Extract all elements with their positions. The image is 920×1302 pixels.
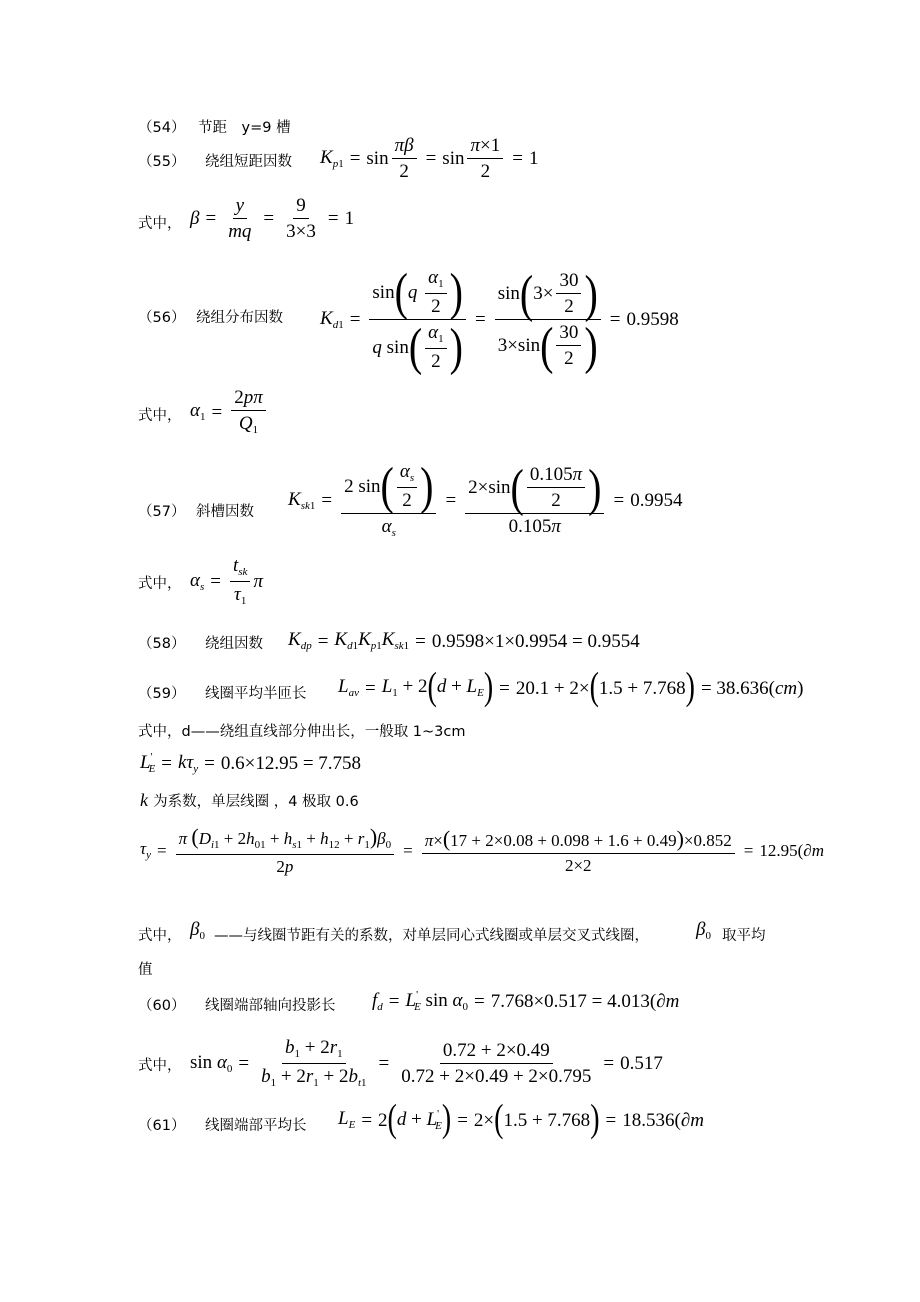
formula-ksk1: $K_{sk1}$ = 2 sin ( $\frac{\alpha_s}{2}$ ) $\alpha_s$ = 2×sin ( $\frac{0.105\pi}{2}$ ) 0.105π = 0.9954 xyxy=(288,456,683,539)
formula-alpha1: $\alpha_1$ = $\frac{2p\pi}{Q_1}$ xyxy=(190,388,269,436)
where-d-note: 式中，d——绕组直线部分伸出长，一般取 1~3cm xyxy=(138,724,466,740)
item-55-num: （55） xyxy=(138,154,186,170)
item-56-text: 绕组分布因数 xyxy=(196,310,283,326)
k-note-text: 为系数，单层线圈 ，4 极取 0.6 xyxy=(153,794,359,810)
tau-den: 2×2 xyxy=(564,855,592,875)
item-54-num: （54） xyxy=(138,120,186,136)
where-beta-label: 式中， xyxy=(138,216,182,232)
item-61-num: （61） xyxy=(138,1118,186,1134)
formula-tau: $\tau_y$ = $\frac{\pi (D_{i1} + 2h_{01} + h_{s1} + h_{12} + r_1)\beta_0}{2p}$ = $\frac{\pi\times(17 + 2\times 0.08 + 0.098 + 1.6 + 0.49)\times 0.852}{2\times 2}$ = 12.95( ∂m xyxy=(140,824,824,876)
ksk1-result: 0.9954 xyxy=(630,490,683,511)
k-note: k 为系数，单层线圈 ，4 极取 0.6 xyxy=(140,790,359,810)
lav-inner: 1.5 + 7.768 xyxy=(598,677,686,699)
sin-a0-result: 0.517 xyxy=(620,1053,663,1074)
fd-expr: 7.768×0.517 = 4.013( xyxy=(490,991,657,1012)
where-beta0-label: 式中， xyxy=(138,928,182,944)
formula-kdp: $K_{dp}$ = $K_{d1}K_{p1}K_{sk1}$ = 0.9598×1×0.9954 = 0.9554 xyxy=(288,629,640,652)
tau-num-tail: ×0.852 xyxy=(683,830,732,850)
item-59-text: 线圈平均半匝长 xyxy=(205,686,307,702)
item-58-num: （58） xyxy=(138,636,186,652)
beta0-symbol: $\beta_0$ xyxy=(190,919,205,942)
where-beta0-cont: 值 xyxy=(138,962,153,978)
item-57-text: 斜槽因数 xyxy=(196,504,254,520)
formula-alphas: $\alpha_s$ = $\frac{t_{sk}}{\tau_1}$ π xyxy=(190,555,263,607)
tau-result: 12.95( xyxy=(759,841,804,860)
kdp-expr: 0.9598×1×0.9954 = 0.9554 xyxy=(431,630,640,652)
item-61-text: 线圈端部平均长 xyxy=(205,1118,307,1134)
item-56-num: （56） xyxy=(138,310,186,326)
formula-fd: $f_d$ = $L'_E$ $\sin \alpha_0$ = 7.768×0.517 = 4.013( ∂m xyxy=(372,989,680,1013)
formula-kd1: $K_{d1}$ = sin ( q $\frac{\alpha_1}{2}$ ) q sin ( $\frac{\alpha_1}{2}$ ) = sin ( 3× $\frac{30}{2}$ ) 3×sin ( $\frac{30}{2}$ ) = 0.9598 xyxy=(320,262,679,376)
beta-num: 9 xyxy=(293,196,309,219)
formula-sin-alpha0: $\sin \alpha_0$ = $\frac{b_1 + 2r_1}{b_1 + 2r_1 + 2b_{t1}}$ = $\frac{0.72 + 2\times 0.49}{0.72 + 2\times 0.49 + 2\times 0.795}$ = 0.517 xyxy=(190,1037,663,1089)
item-60-num: （60） xyxy=(138,998,186,1014)
le2-inner: 1.5 + 7.768 xyxy=(503,1109,591,1131)
sin-a0-den: 0.72 + 2×0.49 + 2×0.795 xyxy=(401,1066,592,1087)
formula-lav: $L_{av}$ = $L_1 + 2$ ( $d + L_E$ ) = 20.1 + 2× ( 1.5 + 7.768 ) = 38.636( cm) xyxy=(338,665,804,709)
formula-beta: β = $\frac{y}{mq}$ = $\frac{9}{3\times 3}$ = 1 xyxy=(190,195,355,242)
item-59-num: （59） xyxy=(138,686,186,702)
le-expr: 0.6×12.95 = 7.758 xyxy=(220,753,362,774)
beta0-symbol-2: $\beta_0$ xyxy=(696,919,711,942)
le2-result: 18.536( xyxy=(622,1109,681,1131)
kd1-result: 0.9598 xyxy=(626,309,679,330)
formula-le2: $L_E$ = 2 ( $d + L'_E$ ) = 2× ( 1.5 + 7.768 ) = 18.536( ∂m xyxy=(338,1097,704,1141)
item-58-text: 绕组因数 xyxy=(205,636,263,652)
kp1-result: 1 xyxy=(528,148,539,169)
beta-den: 3×3 xyxy=(286,221,316,242)
where-sin-alpha0-label: 式中， xyxy=(138,1058,182,1074)
formula-kp1: $K_{p1}$ = sin $\frac{\pi\beta}{2}$ = sin $\frac{\pi\times 1}{2}$ = 1 xyxy=(320,135,539,182)
tau-num-inner: 17 + 2×0.08 + 0.098 + 1.6 + 0.49 xyxy=(450,830,677,850)
where-alphas-label: 式中， xyxy=(138,576,182,592)
item-60-text: 线圈端部轴向投影长 xyxy=(205,998,336,1014)
lav-result: = 38.636( xyxy=(700,677,775,699)
lav-expr: 20.1 + 2× xyxy=(515,677,590,699)
where-beta0-tail: 取平均 xyxy=(722,928,766,944)
where-beta0-text: ——与线圈节距有关的系数，对单层同心式线圈或单层交叉式线圈， xyxy=(214,928,649,944)
sin-a0-num: 0.72 + 2×0.49 xyxy=(440,1041,553,1064)
formula-le: $L'_E$ = $k\tau_y$ = 0.6×12.95 = 7.758 xyxy=(140,751,362,775)
beta-result: 1 xyxy=(344,208,355,229)
item-55-text: 绕组短距因数 xyxy=(205,154,292,170)
item-57-num: （57） xyxy=(138,504,186,520)
item-54-text: 节距 y=9 槽 xyxy=(198,120,291,136)
where-alpha1-label: 式中， xyxy=(138,408,182,424)
